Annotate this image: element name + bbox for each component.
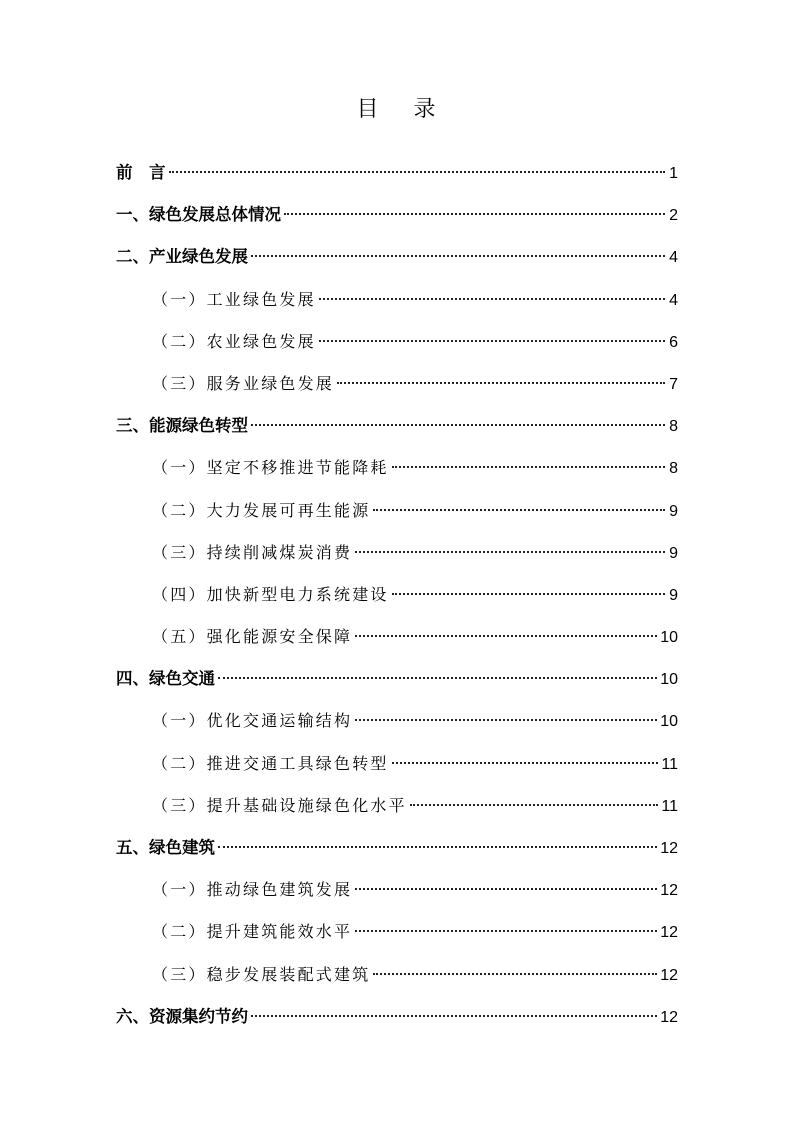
toc-page-number: 9 bbox=[669, 502, 678, 520]
toc-entry-label: 六、资源集约节约 bbox=[116, 1006, 248, 1026]
toc-entry-label: 三、能源绿色转型 bbox=[116, 416, 248, 436]
dot-leader bbox=[218, 677, 657, 679]
dot-leader bbox=[319, 298, 665, 300]
toc-entry-label: （一）坚定不移推进节能降耗 bbox=[152, 458, 389, 478]
toc-subsection-entry[interactable] bbox=[116, 451, 678, 493]
toc-section-entry[interactable] bbox=[116, 198, 678, 240]
dot-leader bbox=[392, 466, 665, 468]
dot-leader bbox=[169, 171, 666, 173]
toc-section-entry[interactable] bbox=[116, 662, 678, 704]
toc-page-number: 8 bbox=[669, 460, 678, 478]
dot-leader bbox=[392, 593, 665, 595]
toc-page-number: 2 bbox=[669, 207, 678, 225]
dot-leader bbox=[410, 804, 659, 806]
dot-leader bbox=[355, 719, 657, 721]
toc-subsection-entry[interactable] bbox=[116, 789, 678, 831]
toc-subsection-entry[interactable] bbox=[116, 747, 678, 789]
toc-subsection-entry[interactable] bbox=[116, 325, 678, 367]
toc-entry-label: 四、绿色交通 bbox=[116, 669, 215, 689]
toc-subsection-entry[interactable] bbox=[116, 578, 678, 620]
dot-leader bbox=[251, 1015, 657, 1017]
toc-entry-label: （一）优化交通运输结构 bbox=[152, 711, 353, 731]
toc-page-number: 11 bbox=[661, 797, 678, 815]
toc-page-number: 10 bbox=[660, 671, 678, 689]
toc-subsection-entry[interactable] bbox=[116, 283, 678, 325]
toc-entry-label: （一）工业绿色发展 bbox=[152, 289, 316, 309]
toc-page-number: 6 bbox=[669, 333, 678, 351]
toc-page-number: 9 bbox=[669, 544, 678, 562]
toc-page-number: 12 bbox=[660, 966, 678, 984]
dot-leader bbox=[251, 424, 665, 426]
toc-page-number: 8 bbox=[669, 418, 678, 436]
toc-entry-label: 一、绿色发展总体情况 bbox=[116, 205, 281, 225]
dot-leader bbox=[337, 382, 665, 384]
toc-entry-label: （五）强化能源安全保障 bbox=[152, 627, 353, 647]
toc-entry-label: 五、绿色建筑 bbox=[116, 838, 215, 857]
toc-entry-label: 前 言 bbox=[116, 163, 166, 182]
dot-leader bbox=[355, 888, 657, 890]
toc-page-number: 7 bbox=[669, 375, 678, 393]
dot-leader bbox=[284, 213, 665, 215]
toc-page-number: 4 bbox=[669, 249, 678, 267]
page-title: 目 录 bbox=[356, 97, 450, 122]
toc-entry-label: （三）持续削减煤炭消费 bbox=[152, 542, 353, 562]
toc-entry-label: （三）服务业绿色发展 bbox=[152, 373, 335, 393]
toc-page-number: 12 bbox=[660, 840, 678, 857]
dot-leader bbox=[355, 930, 657, 932]
toc-entry-label: （二）大力发展可再生能源 bbox=[152, 500, 371, 520]
toc-subsection-entry[interactable] bbox=[116, 873, 678, 915]
toc-page-number: 10 bbox=[660, 629, 678, 647]
dot-leader bbox=[218, 846, 657, 848]
toc-entry-label: （二）提升建筑能效水平 bbox=[152, 922, 353, 942]
toc-section-entry[interactable] bbox=[116, 409, 678, 451]
toc-subsection-entry[interactable] bbox=[116, 704, 678, 746]
toc-page-number: 12 bbox=[660, 924, 678, 942]
toc-entry-label: （一）推动绿色建筑发展 bbox=[152, 880, 353, 900]
toc-entry-label: （二）农业绿色发展 bbox=[152, 331, 316, 351]
toc-entry-label: （三）稳步发展装配式建筑 bbox=[152, 964, 371, 984]
toc-entry-label: 二、产业绿色发展 bbox=[116, 247, 248, 267]
dot-leader bbox=[373, 509, 665, 511]
dot-leader bbox=[251, 255, 665, 257]
dot-leader bbox=[319, 340, 665, 342]
toc-entry-label: （三）提升基础设施绿色化水平 bbox=[152, 795, 407, 815]
toc-page-number: 11 bbox=[661, 755, 678, 773]
dot-leader bbox=[392, 762, 659, 764]
toc-page-number: 12 bbox=[660, 1008, 678, 1026]
toc-section-entry[interactable] bbox=[116, 156, 678, 198]
toc-section-entry[interactable] bbox=[116, 1000, 678, 1042]
table-of-contents bbox=[116, 156, 678, 1042]
toc-page-number: 4 bbox=[669, 291, 678, 309]
dot-leader bbox=[373, 973, 657, 975]
toc-subsection-entry[interactable] bbox=[116, 958, 678, 1000]
dot-leader bbox=[355, 551, 665, 553]
toc-subsection-entry[interactable] bbox=[116, 536, 678, 578]
toc-page-number: 12 bbox=[660, 882, 678, 900]
toc-section-entry[interactable] bbox=[116, 240, 678, 282]
toc-subsection-entry[interactable] bbox=[116, 915, 678, 957]
toc-subsection-entry[interactable] bbox=[116, 494, 678, 536]
toc-subsection-entry[interactable] bbox=[116, 620, 678, 662]
toc-page-number: 10 bbox=[660, 713, 678, 731]
toc-page-number: 9 bbox=[669, 586, 678, 604]
toc-section-entry[interactable] bbox=[116, 831, 678, 873]
toc-entry-label: （二）推进交通工具绿色转型 bbox=[152, 753, 389, 773]
toc-page-number: 1 bbox=[669, 165, 678, 182]
toc-subsection-entry[interactable] bbox=[116, 367, 678, 409]
dot-leader bbox=[355, 635, 657, 637]
toc-entry-label: （四）加快新型电力系统建设 bbox=[152, 584, 389, 604]
